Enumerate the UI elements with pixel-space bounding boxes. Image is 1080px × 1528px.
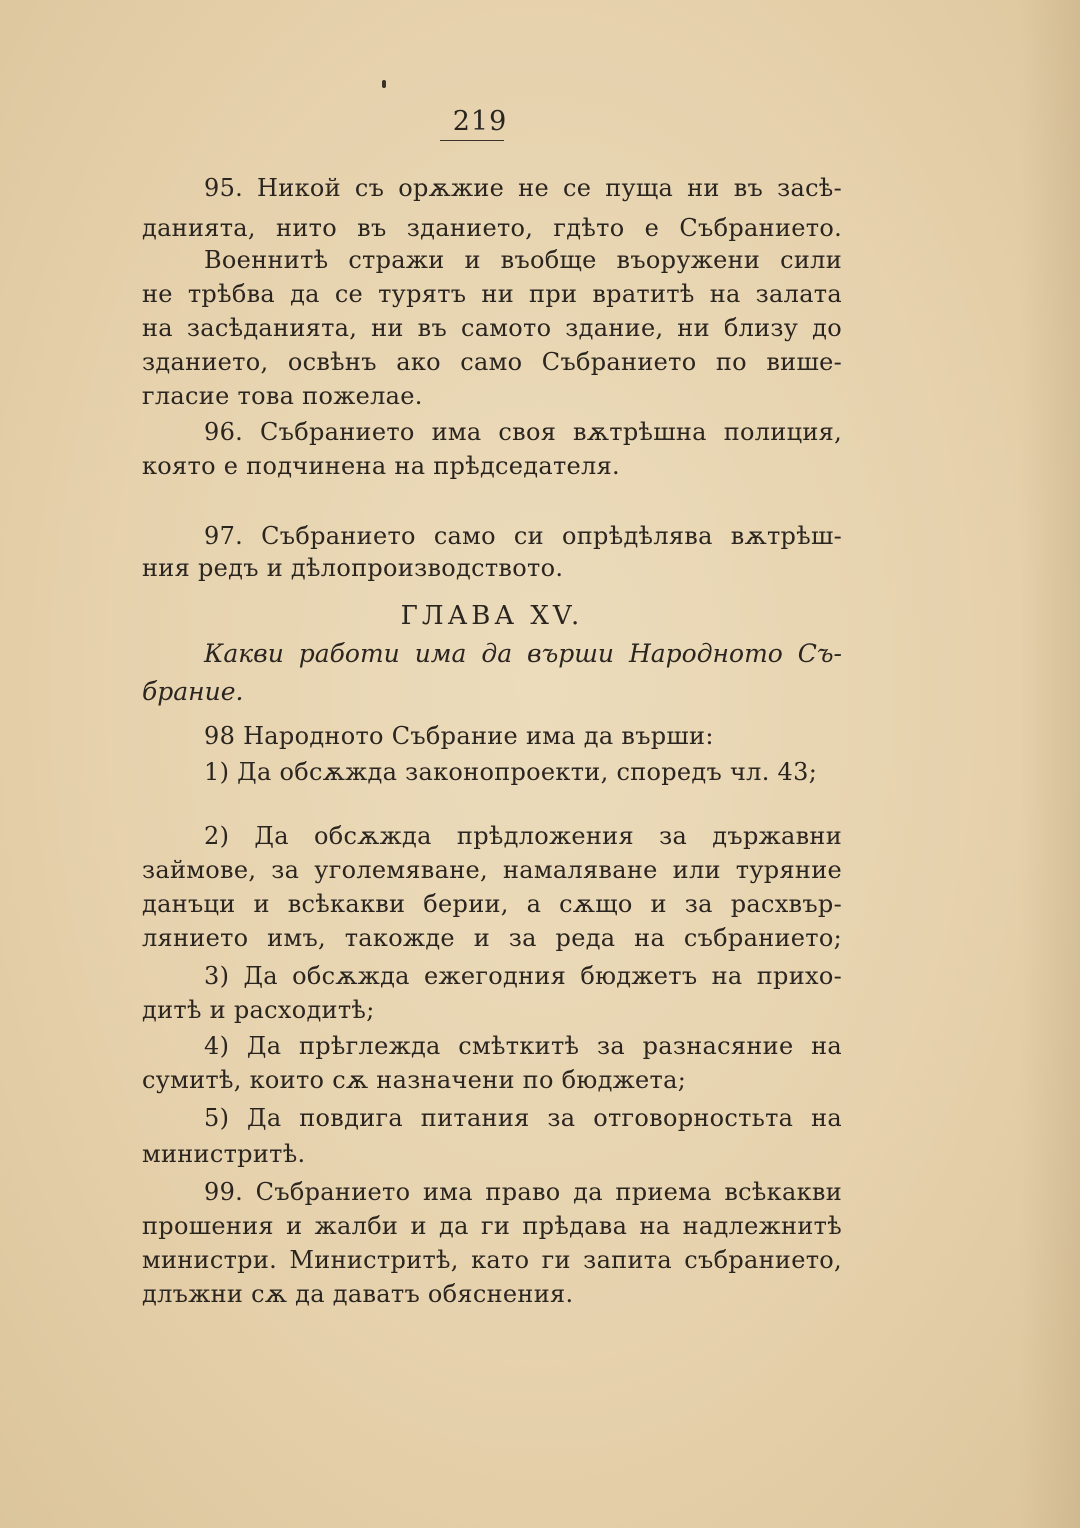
ink-mark [382, 80, 386, 88]
list-item: 5) Да повдига питания за отговорностьта на [204, 1104, 842, 1132]
text-line: 95. Никой съ орѫжие не се пуща ни въ засѣ- [204, 174, 842, 202]
text-line: лянието имъ, такожде и за реда на събранието; [142, 924, 842, 952]
text-line: сумитѣ, които сѫ назначени по бюджета; [142, 1066, 687, 1094]
text-line: Военнитѣ стражи и въобще въоружени сили [204, 246, 842, 274]
text-line: министритѣ. [142, 1140, 306, 1168]
text-line: 99. Събранието има право да приема всѣкакви [204, 1178, 842, 1206]
text-line: гласие това пожелае. [142, 382, 423, 410]
text-line: 97. Събранието само си опрѣдѣлява вѫтрѣш- [204, 522, 842, 550]
text-line: данията, нито въ зданието, гдѣто е Събранието. [142, 214, 842, 242]
text-line: длъжни сѫ да даватъ обяснения. [142, 1280, 574, 1308]
text-line: ния редъ и дѣлопроизводството. [142, 554, 564, 582]
text-line: на засѣданията, ни въ самото здание, ни близу до [142, 314, 842, 342]
list-item: 4) Да прѣглежда смѣткитѣ за разнасяние на [204, 1032, 842, 1060]
text-line: 96. Събранието има своя вѫтрѣшна полиция, [204, 418, 842, 446]
text-line: займове, за уголемяване, намаляване или туряние [142, 856, 842, 884]
page-edge-shadow [1020, 0, 1080, 1528]
text-line: 98 Народното Събрание има да върши: [204, 722, 714, 750]
list-item: 1) Да обсѫжда законопроекти, споредъ чл. 43; [204, 758, 818, 786]
chapter-title: ГЛАВА XV. [400, 601, 584, 631]
text-line: прошения и жалби и да ги прѣдава на надлежнитѣ [142, 1212, 842, 1240]
text-line: която е подчинена на прѣдседателя. [142, 452, 620, 480]
text-line: дитѣ и расходитѣ; [142, 996, 375, 1024]
chapter-subtitle-continued: брание. [142, 677, 244, 706]
list-item: 3) Да обсѫжда ежегодния бюджетъ на прихо- [204, 962, 842, 990]
text-line: не трѣбва да се турятъ ни при вратитѣ на залата [142, 280, 842, 308]
list-item: 2) Да обсѫжда прѣдложения за държавни [204, 822, 842, 850]
text-line: данъци и всѣкакви берии, а сѫщо и за расхвър- [142, 890, 842, 918]
text-line: министри. Министритѣ, като ги запита събранието, [142, 1246, 842, 1274]
chapter-subtitle: Какви работи има да върши Народното Съ- [204, 639, 842, 668]
text-line: зданието, освѣнъ ако само Събранието по више- [142, 348, 842, 376]
page-number-rule [440, 140, 504, 141]
page-number: 219 [452, 106, 508, 137]
